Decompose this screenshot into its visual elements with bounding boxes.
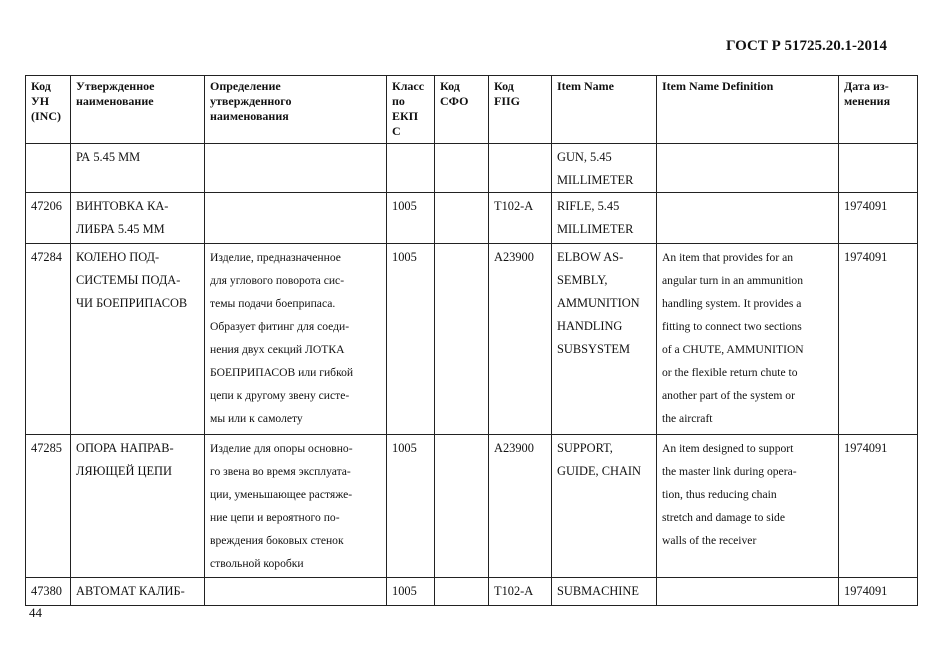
cell-item-name: ELBOW AS- SEMBLY, AMMUNITION HANDLING SUBSYSTEM — [552, 244, 657, 435]
cell-date: 1974091 — [839, 578, 918, 606]
col-header-fiig: Код FIIG — [489, 76, 552, 144]
col-header-approved-name: Утвержденное наименование — [71, 76, 205, 144]
cell-date: 1974091 — [839, 435, 918, 578]
cell-date: 1974091 — [839, 244, 918, 435]
col-header-definition: Определение утвержденного наименования — [205, 76, 387, 144]
cell-definition: Изделие, предназначенное для углового поворота сис- темы подачи боеприпаса. Образует фитинг для соеди- нения двух секций ЛОТКА БОЕПРИПАСОВ или гибкой цепи к другому звену систе- мы или к самолету — [205, 244, 387, 435]
cell-definition — [205, 578, 387, 606]
cell-definition — [205, 144, 387, 193]
table-row — [26, 435, 918, 578]
cell-fiig: T102-A — [489, 193, 552, 244]
cell-class: 1005 — [387, 244, 435, 435]
header-row — [26, 76, 918, 144]
cell-name: ВИНТОВКА КА- ЛИБРА 5.45 ММ — [71, 193, 205, 244]
cell-inc: 47380 — [26, 578, 71, 606]
cell-class — [387, 144, 435, 193]
cell-name: АВТОМАТ КАЛИБ- — [71, 578, 205, 606]
cell-class: 1005 — [387, 435, 435, 578]
col-header-sfo: Код СФО — [435, 76, 489, 144]
catalog-table — [25, 75, 918, 606]
cell-date: 1974091 — [839, 193, 918, 244]
cell-item-definition — [657, 193, 839, 244]
table-body — [26, 144, 918, 606]
col-header-item-definition: Item Name Definition — [657, 76, 839, 144]
table-header — [26, 76, 918, 144]
cell-item-name: RIFLE, 5.45 MILLIMETER — [552, 193, 657, 244]
cell-definition: Изделие для опоры основно- го звена во время эксплуата- ции, уменьшающее растяже- ние цепи и вероятного по- вреждения боковых стенок ствольной коробки — [205, 435, 387, 578]
cell-item-name: GUN, 5.45 MILLIMETER — [552, 144, 657, 193]
cell-item-definition: An item that provides for an angular turn in an ammunition handling system. It provides a fitting to connect two sections of a CHUTE, AMMUNITION or the flexible return chute to another part of the system or the aircraft — [657, 244, 839, 435]
cell-class: 1005 — [387, 578, 435, 606]
col-header-change-date: Дата из- менения — [839, 76, 918, 144]
cell-item-name: SUBMACHINE — [552, 578, 657, 606]
cell-sfo — [435, 144, 489, 193]
table-row — [26, 244, 918, 435]
cell-inc — [26, 144, 71, 193]
table-row — [26, 193, 918, 244]
cell-item-definition — [657, 144, 839, 193]
cell-name: КОЛЕНО ПОД- СИСТЕМЫ ПОДА- ЧИ БОЕПРИПАСОВ — [71, 244, 205, 435]
cell-item-definition: An item designed to support the master link during opera- tion, thus reducing chain stretch and damage to side walls of the receiver — [657, 435, 839, 578]
table-row — [26, 578, 918, 606]
cell-definition — [205, 193, 387, 244]
cell-item-name: SUPPORT, GUIDE, CHAIN — [552, 435, 657, 578]
cell-fiig: A23900 — [489, 435, 552, 578]
cell-sfo — [435, 578, 489, 606]
cell-inc: 47284 — [26, 244, 71, 435]
table-row — [26, 144, 918, 193]
cell-fiig: A23900 — [489, 244, 552, 435]
cell-item-definition — [657, 578, 839, 606]
cell-date — [839, 144, 918, 193]
cell-sfo — [435, 244, 489, 435]
cell-sfo — [435, 193, 489, 244]
cell-fiig — [489, 144, 552, 193]
cell-class: 1005 — [387, 193, 435, 244]
cell-sfo — [435, 435, 489, 578]
cell-inc: 47206 — [26, 193, 71, 244]
cell-inc: 47285 — [26, 435, 71, 578]
document-code: ГОСТ Р 51725.20.1-2014 — [725, 38, 887, 54]
col-header-class: Класс по ЕКП С — [387, 76, 435, 144]
col-header-inc: Код УН (INC) — [26, 76, 71, 144]
page-number: 44 — [29, 605, 42, 620]
cell-name: РА 5.45 ММ — [71, 144, 205, 193]
cell-fiig: T102-A — [489, 578, 552, 606]
cell-name: ОПОРА НАПРАВ- ЛЯЮЩЕЙ ЦЕПИ — [71, 435, 205, 578]
col-header-item-name: Item Name — [552, 76, 657, 144]
